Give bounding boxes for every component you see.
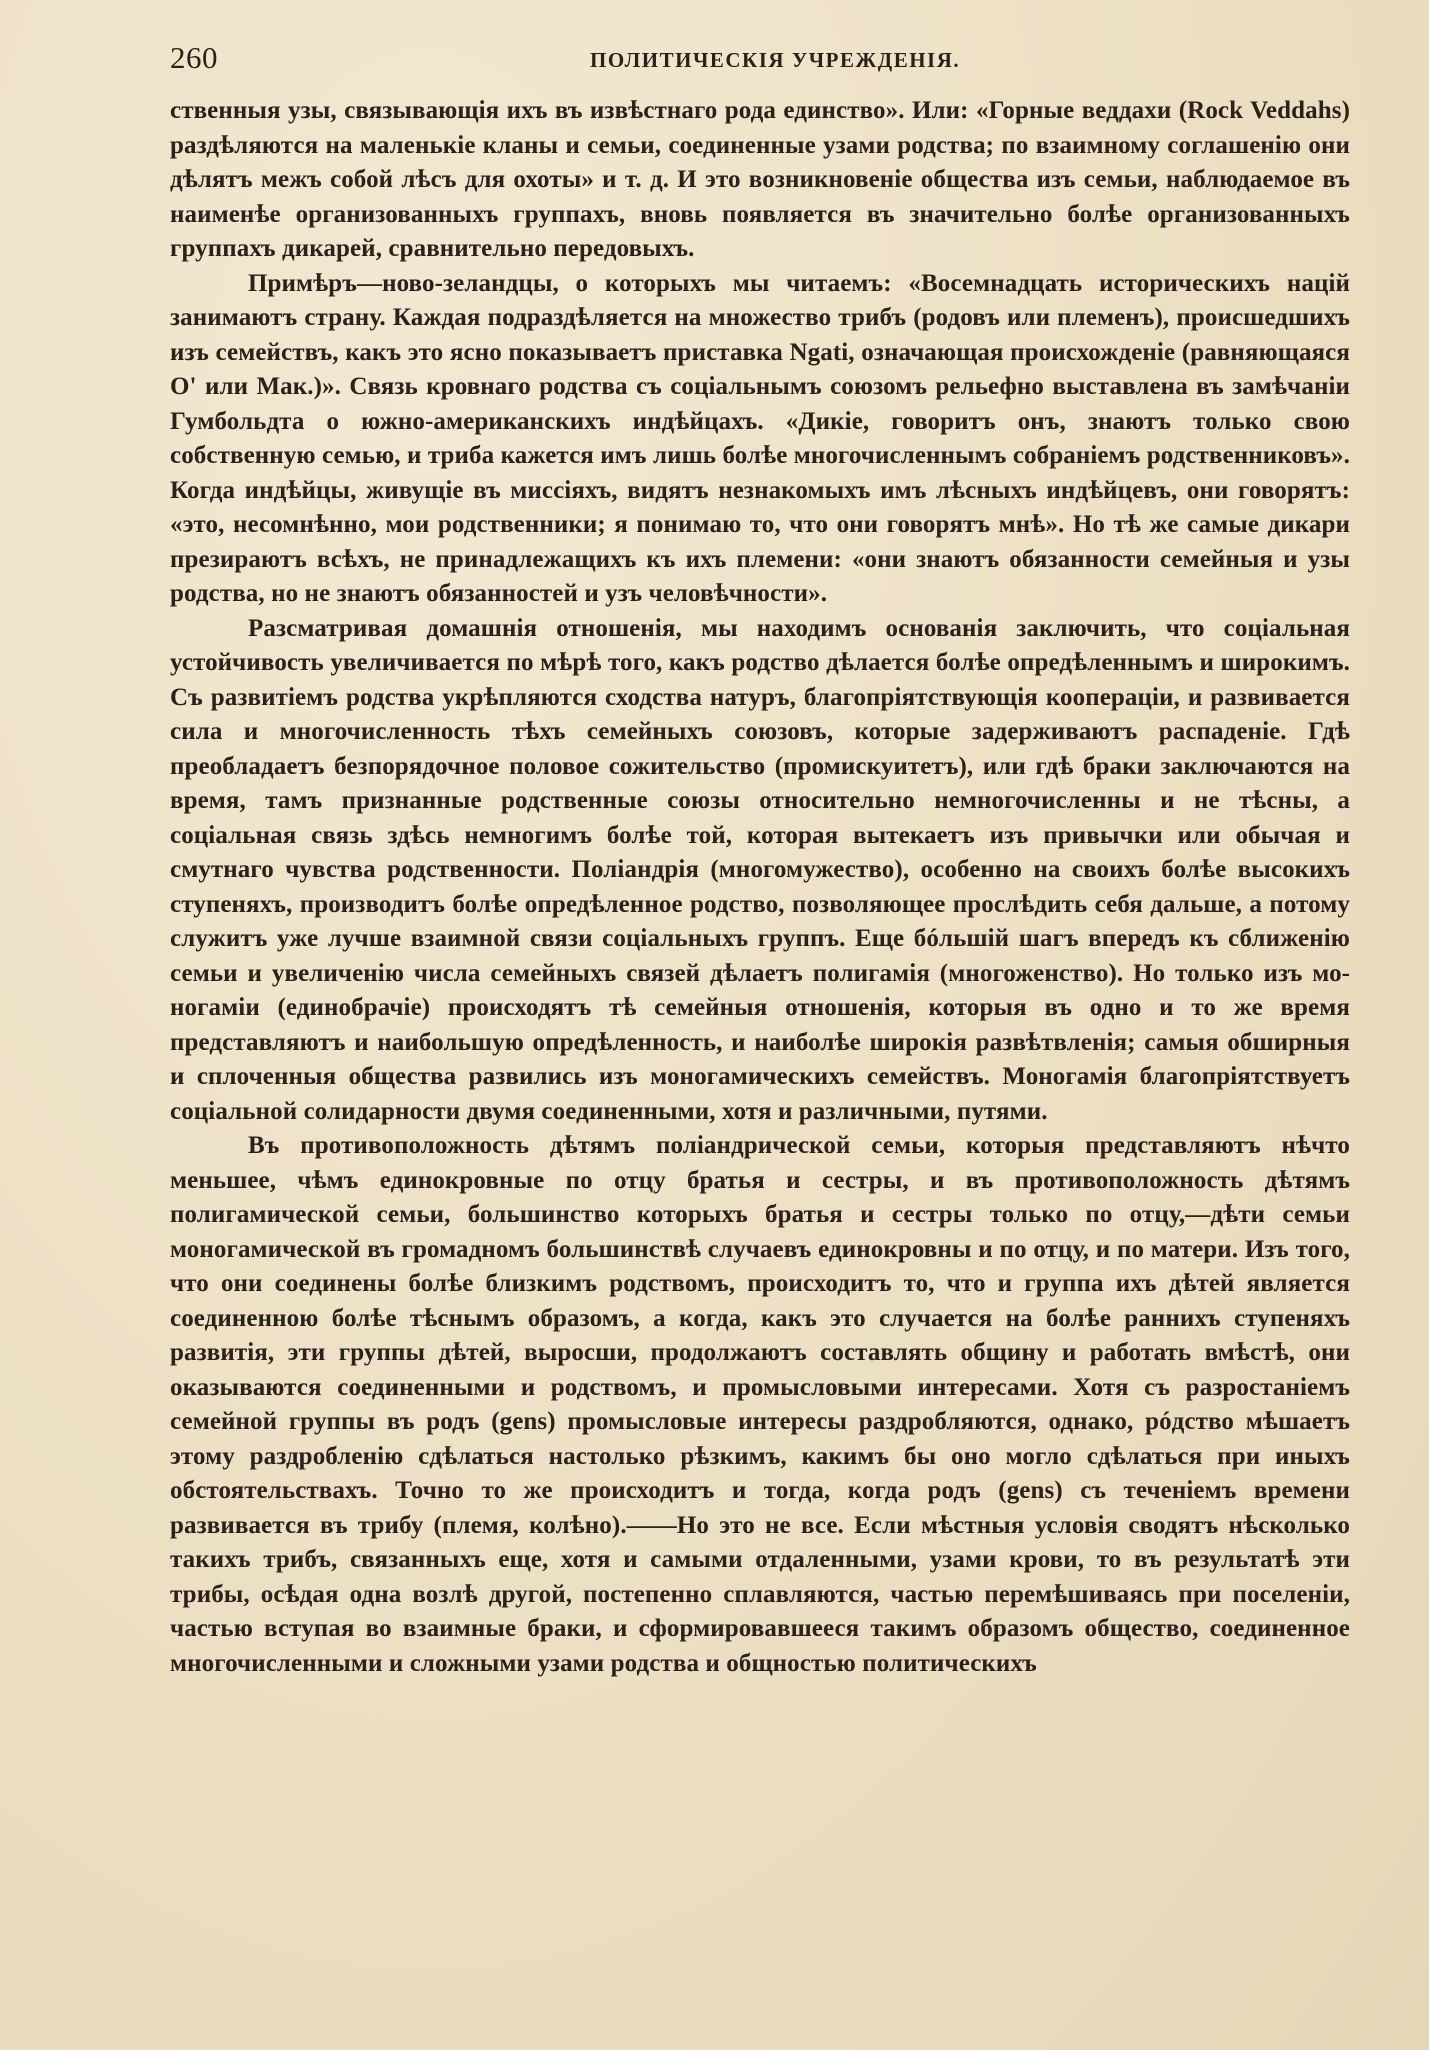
paragraph-new-zealanders: Примѣръ—ново-зеландцы, о которыхъ мы читаемъ: «Восемнадцать историческихъ націй занимаютъ страну. Каждая подраздѣляется на множество трибъ (родовъ или племенъ), происшедшихъ изъ семействъ, какъ это ясно показываетъ приставка Ngati, означающая происхожденіе (равняющаяся О' или Мак.)». Связь кровнаго родства съ соціальнымъ союзомъ рельефно выставлена въ замѣчаніи Гумбольдта о южно-американскихъ индѣйцахъ. «Дикіе, говоритъ онъ, знаютъ только свою собственную семью, и триба кажется имъ лишь болѣе многочисленнымъ собраніемъ родственниковъ». Когда индѣйцы, живущіе въ миссіяхъ, видятъ незнакомыхъ имъ лѣсныхъ индѣйцевъ, они говорятъ: «это, несомнѣнно, мои родственники; я понимаю то, что они говорятъ мнѣ». Но тѣ же самые дикари презираютъ всѣхъ, не принадлежащихъ къ ихъ племени: «они знаютъ обязанности семейныя и узы родства, но не знаютъ обязанностей и узъ человѣчности». (170, 269, 1350, 607)
book-page (170, 40, 1350, 2030)
body-text (170, 94, 1350, 1681)
running-title: ПОЛИТИЧЕСКІЯ УЧРЕЖДЕНІЯ. (590, 48, 961, 72)
page-number: 260 (170, 40, 218, 75)
paragraph-domestic-relations: Разсматривая домашнія отношенія, мы находимъ основанія заключить, что соціальная устойчивость увеличивается по мѣрѣ того, какъ родство дѣлается болѣе опредѣленнымъ и широкимъ. Съ развитіемъ родства укрѣпляются сходства натуръ, благопріятствующія коопераціи, и развивается сила и многочисленность тѣхъ семейныхъ союзовъ, которые задерживаютъ распаденіе. Гдѣ преобладаетъ безпорядочное половое сожительство (промискуитетъ), или гдѣ браки заключаются на время, тамъ признанные родственные союзы относительно немногочисленны и не тѣсны, а соціальная связь здѣсь немногимъ болѣе той, которая вытекаетъ изъ привычки или обычая и смутнаго чувства родственности. Поліандрія (многомужество), особенно на своихъ болѣе высокихъ ступеняхъ, производитъ болѣе опредѣленное родство, позволяющее прослѣдить себя дальше, а потому служитъ уже лучше взаимной связи соціальныхъ группъ. Еще бóльшій шагъ впередъ къ сближенію семьи и увеличенію числа семейныхъ связей дѣлаетъ полигамія (многоженство). Но только изъ моногаміи (единобрачіе) происходятъ тѣ семейныя отношенія, которыя въ одно и то же время представляютъ и наибольшую опредѣленность, и наиболѣе широкія развѣтвленія; самыя обширныя и сплоченныя общества развились изъ моногамическихъ семействъ. Моногамія благопріятствуетъ соціальной солидарности двумя соединенными, хотя и различными, путями. (170, 614, 1350, 1125)
page-header (170, 40, 1350, 94)
paragraph-monogamous-family: Въ противоположность дѣтямъ поліандрической семьи, которыя представляютъ нѣчто меньшее, чѣмъ единокровные по отцу братья и сестры, и въ противоположность дѣтямъ полигамической семьи, большинство которыхъ братья и сестры только по отцу,—дѣти семьи моногамической въ громадномъ большинствѣ случаевъ единокровны и по отцу, и по матери. Изъ того, что они соединены болѣе близкимъ родствомъ, происходитъ то, что и группа ихъ дѣтей является соединенною болѣе тѣснымъ образомъ, а когда, какъ это случается на болѣе раннихъ ступеняхъ развитія, эти группы дѣтей, выросши, продолжаютъ составлять общину и работать вмѣстѣ, они оказываются соединенными и родствомъ, и промысловыми интересами. Хотя съ разростаніемъ семейной группы въ родъ (gens) промысловые интересы раздробляются, однако, рóдство мѣшаетъ этому раздробленію сдѣлаться настолько рѣзкимъ, какимъ бы оно могло сдѣлаться при иныхъ обстоятельствахъ. Точно то же происходитъ и тогда, когда родъ (gens) съ теченіемъ времени развивается въ трибу (племя, колѣно).——Но это не все. Если мѣстныя условія сводятъ нѣсколько такихъ трибъ, связанныхъ еще, хотя и самыми отдаленными, узами крови, то въ результатѣ эти трибы, осѣдая одна возлѣ другой, постепенно сплавляются, частью перемѣшиваясь при поселеніи, частью вступая во взаимные браки, и сформировавшееся такимъ образомъ общество, соединенное многочисленными и сложными узами родства и общностью политическихъ (170, 1132, 1350, 1677)
paragraph-continuation: ственныя узы, связывающія ихъ въ извѣстнаго рода единство». Или: «Горные веддахи (Rock Veddahs) раздѣляются на маленькіе кланы и семьи, соединенные узами родства; по взаимному соглашенію они дѣлятъ межъ собой лѣсъ для охоты» и т. д. И это возникновеніе общества изъ семьи, наблюдаемое въ наименѣе организованныхъ группахъ, вновь появляется въ значительно болѣе организованныхъ группахъ дикарей, сравнительно передовыхъ. (170, 97, 1350, 262)
